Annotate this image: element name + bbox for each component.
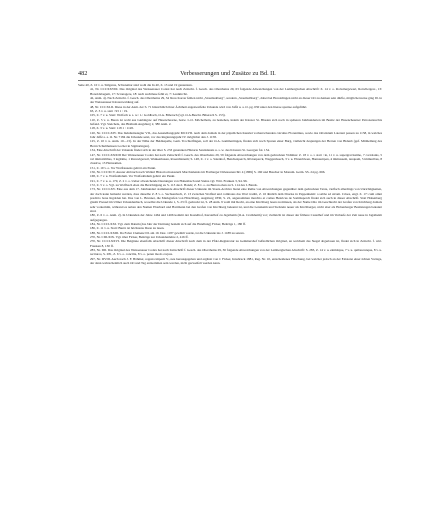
note-paragraph: 191, Z. 7 v. u. u. 170, Z. 2 v. o. Ueber abweichende Deutungen von Hohenbach und Steina vgl. Wirt. Franken 3, 94. 96. (90, 178, 248, 183)
note-paragraph: 125, Z. 10 v. u. Anm. 10—15). In der Nähe der Heidkapelle, Gem. Trochtelfingen, soll der O.A. Gammertingen, finden sich noch Spuren einer Burg, vielleicht desjenigen der Herren von Bidenb (gef. Mittheilung des Herrn Schultheissen Locher in Sigmaringen). (90, 139, 382, 148)
note-paragraph: 188, Nr. CCCLXXIII. Da Fabar Clemenz III. am 19. Dez. 1187 gewählt wurde, ist die Urkunde ins J. 1188 zu setzen. (90, 230, 245, 235)
note-paragraph: 134, Eine Abschrift der Urkunde findet sich in der über S. 233 genannten Historia Sandalensis u. s. w. des Klosters St. Georgen fol. 154. (90, 148, 270, 153)
note-paragraph: Seite 40, Z. 10 v. u. Sülgerus, Schwiemar sind wohl die In 40, Z. 13 und 19 genannten. (78, 83, 193, 87)
note-paragraph: 105, Z. 7 v. u. Statt: Wolfach u. s. w.: 1.: Goldbach, O.A. Biberach (vgl. O.A.Beschr. Biberach S. 153). (90, 113, 226, 118)
page-header (78, 70, 378, 80)
text-body (78, 83, 382, 265)
header-rule (78, 80, 382, 81)
note-paragraph: 48, Nr. CCCXLII. Diese in der Anm. der S. 71 hinsichtlich ihrer Ächtheit angezweifelte Urkunde wird von Jaffé u. a. O. pg. 630 unter den literae spuriae aufgeführt. (90, 104, 308, 109)
note-paragraph: 186, Z. 11 v. u. Statt: Burrn ist höchstens Duon zu lesen. (90, 226, 165, 231)
note-paragraph: 283, Nr. DII. Das Original des Weissenauer Codex hat nach Zeitschrift f. Gesch. des Oberrheins 29, 36 folgende Abweichungen von der Lambergischen Abschrift: S. 283, Z. 14 v. u. einmitque, 7 v. u. quibuscunque, 8 v. u. recituros, S. 281, Z. 6 v. o. concilia, 8 v. o. peren modo corpus. (90, 248, 382, 257)
note-paragraph: 184, Nr. CCCLXXI. Vgl. zum Datum (das Jahr der Datirung bezieht sich auf die Handlung) Ficker, Beiträge 1, 180 ff. (90, 222, 246, 226)
note-paragraph: 180, Z. 6 v. o. Anm. 2). In Urkunden der Jahre 1464 und 1466 kommt der Kastelhof, Karstelhof zu Jagstheim (O.A. Crailsheim) vor; vielleicht ist dieser der frühere Castelhof und im Verlaufe der Zeit neue in Jagstheim aufgegangen. (90, 213, 382, 222)
note-paragraph: 110, Z. 5 v. u. Baren ist wohl aus Giebingaw auf Hasenchearne, bezw. L.O. Möchelbein, zu beziehen, indem der Kloster St. Blasien sich noch in späteren Jahrhunderten im Besitz der Hasenchearner Patronatsrechts befand. Vgl. Steichele, das Bisthum Augsburg 2, 380 Anm. 2. (90, 117, 382, 127)
note-paragraph: 173, Nr. CCCLXV. Eine aus dem 17. Jahrhundert stammende Abschrift dieser Urkunde im Staats-Archive bietet eine Reihe von Abweichungen gegenüber dem gedruckten Texte, vielfach allerdings von Unrichtigkeiten, der doch kann bemerkt werden, dass dieselbe Z. 8 v. o. Sachsenbach, Z. 13 zwischen Wolfzul und comitates das Wort traditi, Z. 16 ähnlich dem Drucke in Pappenheim: a sabbe ad ulcam. Crises, engl. Z. 17: cum omni predicto bone Ingolden hat. Das von L. Brunner, die Markgrafen von Hirschberg, Augsburg 1830, S. 22, angenommen marchio et comes Henricus de Sommsperch findet sich auch in dieser Abschrift. Statt Hohenberg glaubt Pressel im Ulmer Urkundenbuch, woselbst die Urkunde 1, S. 23 ff. gedruckt ist, S. 28 Anm. 9 wohl mit Recht, an eine Kirchberg lesen zu müssen, als der Name Otto im Geschlecht der Grafen von Kirchberg damals sehr vorkommt, während es neben den Namen Eberhard und Hartmann bei den Grafen von Kirchberg bekannt ist, und die Lenzkeim und Stelstein neuer als Kirchberger, nicht aber als Hohenberger Besitzungen bekannt sind. (90, 187, 382, 213)
note-paragraph: 270, Nr. CDLXIX. Vgl. über Ficker, Beiträge zur Urkundenlehre 2, 416 ff. (90, 235, 189, 240)
note-paragraph: 118, Z. 3 v. u. Statt: 118 1 : 1120. (90, 126, 134, 131)
note-paragraph: 41, Nr. CCCXXVIII. Das Original des Weissenauer Codex hat nach Zeitschr. f. Gesch. des Oberrheins 29, 63 folgende Abweichungen von der Lambergischen Abschrift: Z. 14 v. o. Rotwilergewart, Rotwilergew., 13: Honoldsbegem, 17: Scranagere, 18: nach suchtleue fehlt et, 7: Leutkirchö. (90, 87, 382, 96)
note-paragraph: 42, Anm. 4). Nach Zeitschr. f. Gesch. des Oberrheins 29, 34 bloss Korrer fehlen nicht „Stoumsalberg“, sondern „Stoumslöberg“, dabei bei Honoldingen nicht an dieser Ort zu denken sein dürfte, möglicherweise ging Ill. in der Weissenauer Klosterwaldung auf. (90, 96, 382, 105)
note-paragraph: 297, Nr. DVIII. Auch nach J. F. Böhmer, regesta imperii V., neu herausgegeben und ergänzt von J. Ficker, Innsbruck 1881, Reg. Nr. 10, entscheidenes Fälschung, bei welcher jedoch an der Existenz einer ächten Vorlage, der dann wahrscheinlich auch Ort und Tag entnommen sein werden, nicht gezweifelt werden kann. (90, 256, 382, 266)
page-number: 482 (78, 70, 88, 77)
note-paragraph: 147, Nr. CCCLXXXIII Der Weissenauer Codex hat nach Zeitschrift f. Gesch. des Oberrheins 29, 59 folgende Abweichungen von dem gedruckten Vidimus: Z. 18 v. o. t. statt : in, 11 v. u. supergravissimo, 7 coriolanis, 5 vel immobilibus, 3 legitime, 1 Rwuwigeswil, Wankenhusen, Rosenbinnem; S. 148, Z. 1 v. o. Salenhof, Henchenperch, Rivianperck, Waggenbaech, 3 v. u. Ehrenbiwen, Hannauirpen, 4 immussem, tenquam, 5 immuribus, 8 classive, 13 Harnsamen. (90, 152, 382, 166)
note-paragraph: 156, Nr. CCCXCV. Auszer Abbruch nach Walleri Historia monasterii Marchtalensis im Freiburger Diözesanarchiv 4 (1869) S. 160 und Buscher in Monum. Germ. SS. 24 pg. 666. (90, 169, 326, 174)
note-paragraph: 120, Nr. CCCLXIV. Das Indulteinsiegler VII., das Ausstellungsjahr MCLVII. nach dem damals in der päpstlichen Kanzlei vorherrschenden calculus Florentinus, sowie das Ortsdatum Laterani passen zu 1158, in welches Jahr Jaffé a. a. O. Nr. 7184 die Urkunde setzt, vor das Regierungsjahr IV. möglichst den J. 1158. (90, 130, 382, 140)
note-paragraph: 151, Z. 19 v. o. Vor Wolfrausens gehört ein Punkt. (90, 165, 157, 170)
running-title: Verbesserungen und Zusätze zu Bd. II. (180, 70, 276, 77)
note-paragraph: 270, Nr. CCCLXXVI. Die Beiginne ebenfalls Abschrift dieser Abschrift nach dem in der Pfalz-Registratur zu Gemmershof befindlichen Original, an welchem das Siegel abgerissen ist, findet sich in Zeitschr. f. wirt. Franken 8, 130 ff. (90, 239, 382, 248)
note-paragraph: 63, Z. 3 v. u. statt : 93 1 : 19. (90, 109, 128, 114)
note-paragraph: 168, Z. 7 v. u. Wolfaalhdum. Vor Wolfaalhdum gehört ein Punkt. (90, 174, 176, 179)
note-paragraph: 172, Z. 5 v. o. Vgl. zu Wolfbach eben die Berichtigung zu S. 113 des I. Bands; Z. 8 v. o. zu Burren eben zu S. 114 des I. Bands. (90, 182, 258, 187)
